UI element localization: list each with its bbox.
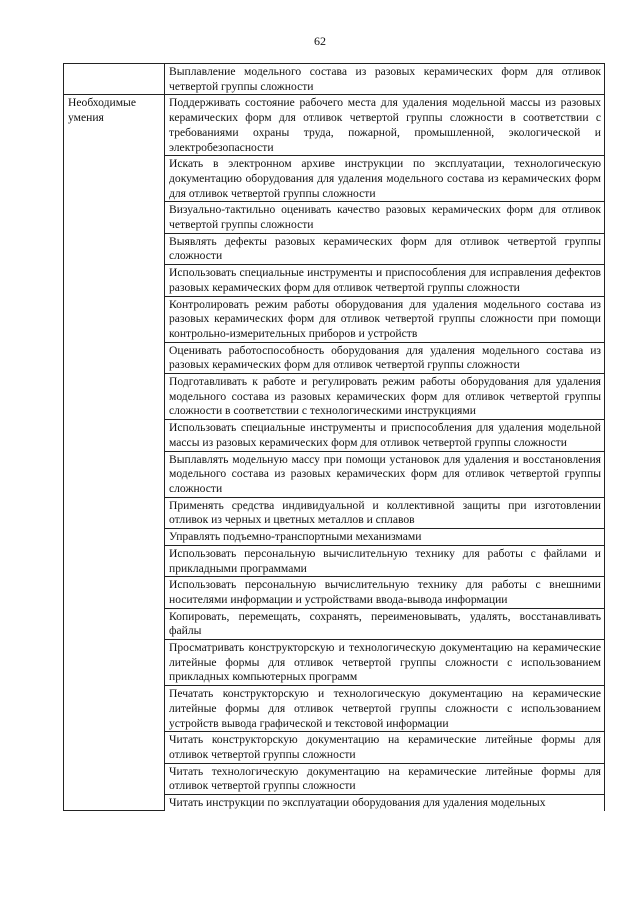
skill-item: Копировать, перемещать, сохранять, переименовывать, удалять, восстанавливать файлы — [165, 608, 605, 639]
skill-item: Применять средства индивидуальной и коллективной защиты при изготовлении отливок из черных и цветных металлов и сплавов — [165, 497, 605, 528]
table-row — [64, 64, 605, 95]
skill-item: Управлять подъемно-транспортными механизмами — [165, 529, 605, 546]
skill-item: Поддерживать состояние рабочего места для удаления модельной массы из разовых керамических форм для отливок четвертой группы сложности в соответствии с требованиями охраны труда, пожарной, промышленной, экологической и электробезопасности — [165, 95, 605, 156]
skill-item: Просматривать конструкторскую и технологическую документацию на керамические литейные формы для отливок четвертой группы сложности с использованием прикладных компьютерных программ — [165, 640, 605, 686]
page-number: 62 — [314, 34, 326, 48]
skill-item: Искать в электронном архиве инструкции по эксплуатации, технологическую документацию оборудования для удаления модельного состава из керамических форм для отливок четвертой группы сложности — [165, 156, 605, 202]
empty-label-cell — [64, 64, 165, 95]
skill-item: Читать технологическую документацию на керамические литейные формы для отливок четвертой группы сложности — [165, 763, 605, 794]
skill-item: Читать конструкторскую документацию на керамические литейные формы для отливок четвертой группы сложности — [165, 732, 605, 763]
skill-item: Печатать конструкторскую и технологическую документацию на керамические литейные формы для отливок четвертой группы сложности с использованием устройств вывода графической и текстовой информации — [165, 686, 605, 732]
skill-item: Использовать персональную вычислительную технику для работы с внешними носителями информации и устройствами ввода-вывода информации — [165, 577, 605, 608]
skill-item: Использовать персональную вычислительную технику для работы с файлами и прикладными программами — [165, 545, 605, 576]
skill-item: Читать инструкции по эксплуатации оборудования для удаления модельных — [165, 795, 605, 811]
table-row — [64, 95, 605, 156]
skill-item: Использовать специальные инструменты и приспособления для удаления модельной массы из разовых керамических форм для отливок четвертой группы сложности — [165, 420, 605, 451]
skill-item: Подготавливать к работе и регулировать режим работы оборудования для удаления модельного состава из разовых керамических форм для отливок четвертой группы сложности в соответствии с технологическими инструкциями — [165, 374, 605, 420]
section-label: Необходимые умения — [64, 95, 165, 811]
skill-item: Выплавлять модельную массу при помощи установок для удаления и восстановления модельного состава из разовых керамических форм для отливок четвертой группы сложности — [165, 451, 605, 497]
skill-item: Использовать специальные инструменты и приспособления для исправления дефектов разовых керамических форм для отливок четвертой группы сложности — [165, 265, 605, 296]
skill-item: Оценивать работоспособность оборудования для удаления модельного состава из разовых керамических форм для отливок четвертой группы сложности — [165, 342, 605, 373]
table-cell: Выплавление модельного состава из разовых керамических форм для отливок четвертой группы сложности — [165, 64, 605, 95]
skill-item: Выявлять дефекты разовых керамических форм для отливок четвертой группы сложности — [165, 233, 605, 264]
skills-table — [63, 63, 605, 811]
skill-item: Контролировать режим работы оборудования для удаления модельного состава из разовых керамических форм для отливок четвертой группы сложности при помощи контрольно-измерительных приборов и устройств — [165, 296, 605, 342]
skill-item: Визуально-тактильно оценивать качество разовых керамических форм для отливок четвертой группы сложности — [165, 202, 605, 233]
